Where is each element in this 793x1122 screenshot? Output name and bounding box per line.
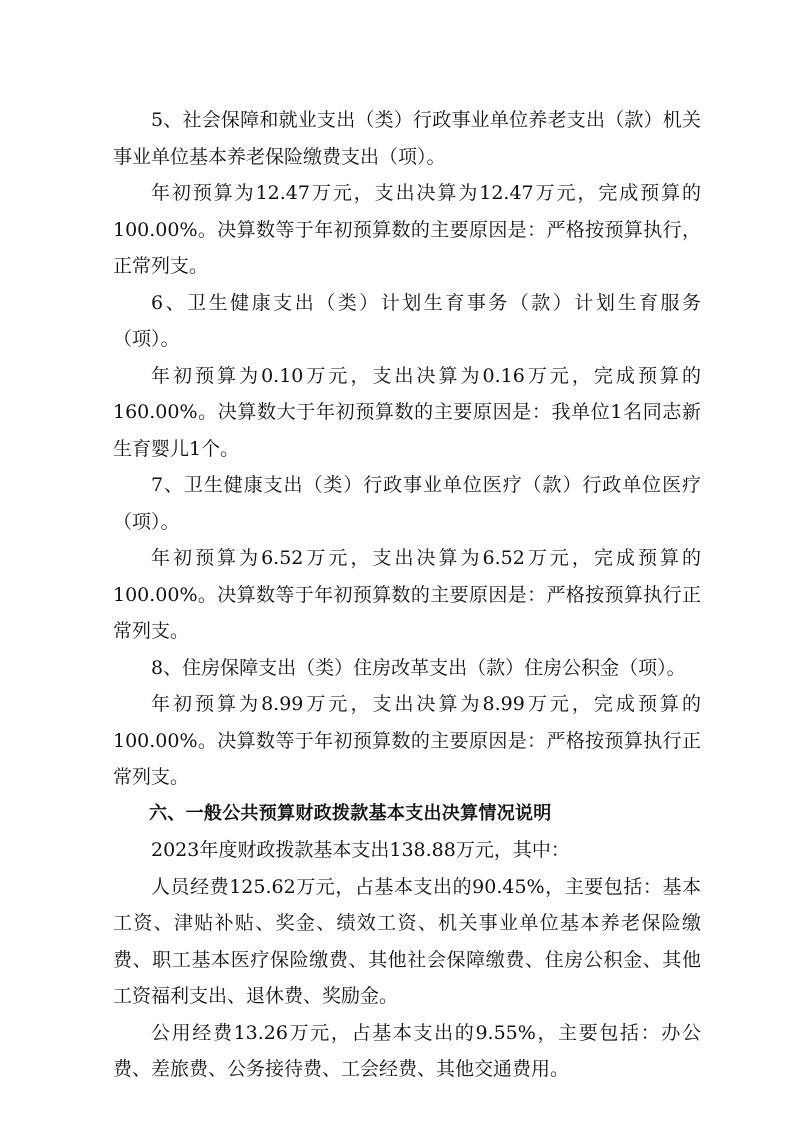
- public-expenses: 公用经费13.26万元，占基本支出的9.55%，主要包括：办公费、差旅费、公务接待费、工会经费、其他交通费用。: [113, 1021, 701, 1080]
- item-8-title: 8、住房保障支出（类）住房改革支出（款）住房公积金（项）。: [151, 656, 686, 679]
- item-5-explanation: 年初预算为12.47万元，支出决算为12.47万元，完成预算的100.00%。决算数等于年初预算数的主要原因是：严格按预算执行，正常列支。: [113, 182, 701, 277]
- item-6-explanation: 年初预算为0.10万元，支出决算为0.16万元，完成预算的160.00%。决算数大于年初预算数的主要原因是：我单位1名同志新生育婴儿1个。: [113, 364, 701, 460]
- basic-expenditure-total: 2023年度财政拨款基本支出138.88万元，其中：: [151, 839, 570, 861]
- section-6-heading: 六、一般公共预算财政拨款基本支出决算情况说明: [149, 802, 552, 824]
- item-5-title: 5、社会保障和就业支出（类）行政事业单位养老支出（款）机关事业单位基本养老保险缴费支出（项）。: [113, 109, 701, 168]
- item-8-explanation: 年初预算为8.99万元，支出决算为8.99万元，完成预算的100.00%。决算数等于年初预算数的主要原因是：严格按预算执行正常列支。: [113, 693, 701, 788]
- item-7-title: 7、卫生健康支出（类）行政事业单位医疗（款）行政单位医疗（项）。: [113, 474, 701, 533]
- item-7-explanation: 年初预算为6.52万元，支出决算为6.52万元，完成预算的100.00%。决算数等于年初预算数的主要原因是：严格按预算执行正常列支。: [113, 547, 701, 642]
- item-6-title: 6、卫生健康支出（类）计划生育事务（款）计划生育服务（项）。: [113, 291, 701, 350]
- personnel-expenses: 人员经费125.62万元，占基本支出的90.45%，主要包括：基本工资、津贴补贴、奖金、绩效工资、机关事业单位基本养老保险缴费、职工基本医疗保险缴费、其他社会保障缴费、住房公积金、其他工资福利支出、退休费、奖励金。: [113, 875, 701, 1007]
- document-body: [113, 102, 701, 1088]
